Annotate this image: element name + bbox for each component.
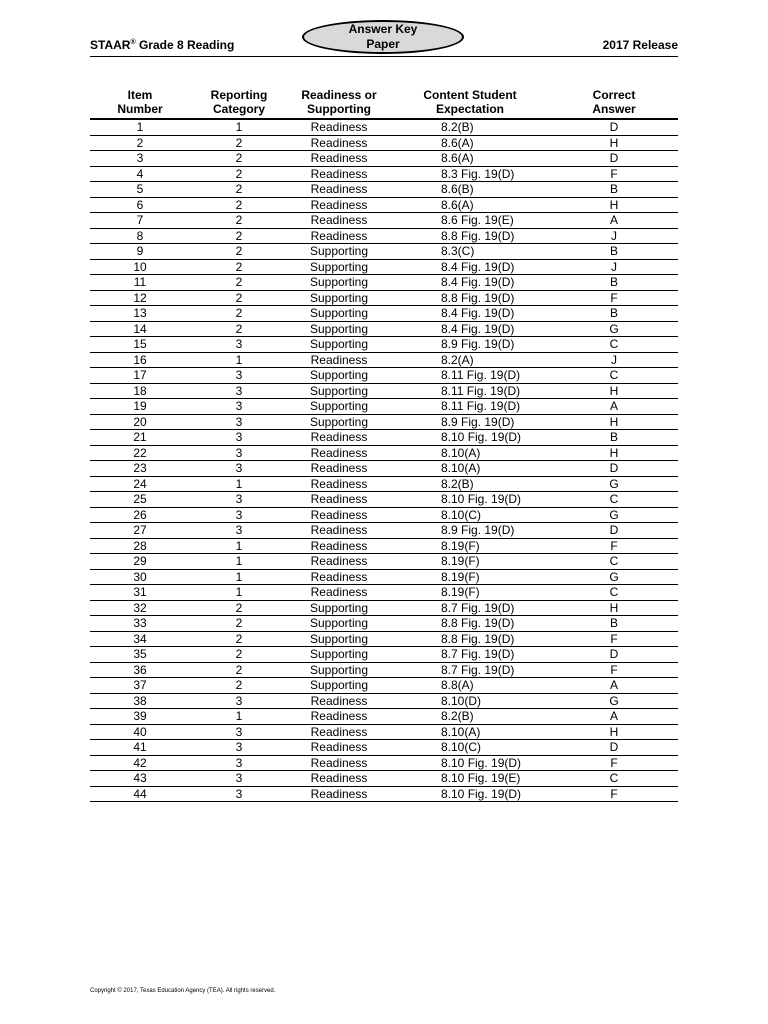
col-header-text: Reporting	[210, 88, 268, 102]
content-expectation-cell: 8.2(B)	[390, 119, 550, 135]
readiness-supporting-cell: Supporting	[288, 259, 390, 275]
item-number-cell: 34	[90, 631, 190, 647]
content-expectation-cell: 8.7 Fig. 19(D)	[390, 662, 550, 678]
table-row	[90, 275, 678, 291]
correct-answer-cell: J	[550, 228, 678, 244]
content-expectation-cell: 8.11 Fig. 19(D)	[390, 383, 550, 399]
correct-answer-cell: B	[550, 182, 678, 198]
reporting-category-cell: 3	[190, 368, 288, 384]
reporting-category-cell: 3	[190, 337, 288, 353]
readiness-supporting-cell: Readiness	[288, 492, 390, 508]
readiness-supporting-cell: Supporting	[288, 275, 390, 291]
item-number-cell: 2	[90, 135, 190, 151]
item-number-cell: 25	[90, 492, 190, 508]
reporting-category-cell: 3	[190, 771, 288, 787]
reporting-category-cell: 3	[190, 755, 288, 771]
correct-answer-cell: C	[550, 771, 678, 787]
reporting-category-cell: 3	[190, 430, 288, 446]
readiness-supporting-cell: Supporting	[288, 244, 390, 260]
item-number-cell: 28	[90, 538, 190, 554]
item-number-cell: 31	[90, 585, 190, 601]
content-expectation-cell: 8.19(F)	[390, 554, 550, 570]
readiness-supporting-cell: Readiness	[288, 461, 390, 477]
correct-answer-cell: D	[550, 740, 678, 756]
readiness-supporting-cell: Supporting	[288, 616, 390, 632]
reporting-category-cell: 3	[190, 492, 288, 508]
content-expectation-cell: 8.6(A)	[390, 151, 550, 167]
correct-answer-cell: F	[550, 786, 678, 802]
badge-line-1: Answer Key	[348, 22, 418, 36]
content-expectation-cell: 8.3(C)	[390, 244, 550, 260]
table-row	[90, 585, 678, 601]
correct-answer-cell: B	[550, 306, 678, 322]
item-number-cell: 15	[90, 337, 190, 353]
item-number-cell: 19	[90, 399, 190, 415]
readiness-supporting-cell: Supporting	[288, 321, 390, 337]
readiness-supporting-cell: Readiness	[288, 507, 390, 523]
table-row	[90, 197, 678, 213]
reporting-category-cell: 3	[190, 693, 288, 709]
readiness-supporting-cell: Readiness	[288, 538, 390, 554]
title-subject: Grade 8 Reading	[135, 38, 235, 52]
col-header-correct-answer	[550, 86, 678, 119]
table-row	[90, 755, 678, 771]
table-row	[90, 290, 678, 306]
correct-answer-cell: H	[550, 383, 678, 399]
table-row	[90, 166, 678, 182]
reporting-category-cell: 1	[190, 476, 288, 492]
table-row	[90, 352, 678, 368]
correct-answer-cell: F	[550, 166, 678, 182]
item-number-cell: 22	[90, 445, 190, 461]
table-row	[90, 213, 678, 229]
correct-answer-cell: G	[550, 321, 678, 337]
item-number-cell: 11	[90, 275, 190, 291]
correct-answer-cell: J	[550, 259, 678, 275]
table-row	[90, 492, 678, 508]
correct-answer-cell: A	[550, 678, 678, 694]
table-row	[90, 259, 678, 275]
readiness-supporting-cell: Readiness	[288, 786, 390, 802]
reporting-category-cell: 2	[190, 290, 288, 306]
table-row	[90, 538, 678, 554]
reporting-category-cell: 3	[190, 445, 288, 461]
table-row	[90, 182, 678, 198]
table-row	[90, 383, 678, 399]
content-expectation-cell: 8.8 Fig. 19(D)	[390, 616, 550, 632]
readiness-supporting-cell: Readiness	[288, 476, 390, 492]
correct-answer-cell: D	[550, 151, 678, 167]
content-expectation-cell: 8.4 Fig. 19(D)	[390, 259, 550, 275]
release-label: 2017 Release	[602, 38, 678, 52]
table-row	[90, 135, 678, 151]
table-header-row	[90, 86, 678, 119]
correct-answer-cell: C	[550, 337, 678, 353]
col-header-text: Readiness or	[301, 88, 377, 102]
reporting-category-cell: 2	[190, 662, 288, 678]
readiness-supporting-cell: Readiness	[288, 430, 390, 446]
correct-answer-cell: H	[550, 600, 678, 616]
content-expectation-cell: 8.2(A)	[390, 352, 550, 368]
correct-answer-cell: C	[550, 368, 678, 384]
correct-answer-cell: B	[550, 244, 678, 260]
correct-answer-cell: C	[550, 492, 678, 508]
content-expectation-cell: 8.11 Fig. 19(D)	[390, 399, 550, 415]
content-expectation-cell: 8.2(B)	[390, 476, 550, 492]
reporting-category-cell: 2	[190, 166, 288, 182]
table-row	[90, 771, 678, 787]
readiness-supporting-cell: Supporting	[288, 368, 390, 384]
item-number-cell: 29	[90, 554, 190, 570]
col-header-text: Correct	[592, 88, 636, 102]
item-number-cell: 17	[90, 368, 190, 384]
readiness-supporting-cell: Readiness	[288, 554, 390, 570]
table-row	[90, 337, 678, 353]
reporting-category-cell: 1	[190, 709, 288, 725]
readiness-supporting-cell: Supporting	[288, 337, 390, 353]
content-expectation-cell: 8.10(A)	[390, 445, 550, 461]
content-expectation-cell: 8.10(D)	[390, 693, 550, 709]
correct-answer-cell: G	[550, 476, 678, 492]
readiness-supporting-cell: Supporting	[288, 290, 390, 306]
correct-answer-cell: A	[550, 213, 678, 229]
correct-answer-cell: B	[550, 616, 678, 632]
item-number-cell: 33	[90, 616, 190, 632]
content-expectation-cell: 8.3 Fig. 19(D)	[390, 166, 550, 182]
readiness-supporting-cell: Readiness	[288, 755, 390, 771]
table-row	[90, 523, 678, 539]
item-number-cell: 4	[90, 166, 190, 182]
item-number-cell: 41	[90, 740, 190, 756]
readiness-supporting-cell: Readiness	[288, 585, 390, 601]
col-header-text: Content Student	[423, 88, 517, 102]
readiness-supporting-cell: Readiness	[288, 740, 390, 756]
correct-answer-cell: D	[550, 647, 678, 663]
reporting-category-cell: 1	[190, 585, 288, 601]
reporting-category-cell: 3	[190, 383, 288, 399]
table-row	[90, 724, 678, 740]
item-number-cell: 8	[90, 228, 190, 244]
table-row	[90, 461, 678, 477]
correct-answer-cell: F	[550, 538, 678, 554]
readiness-supporting-cell: Readiness	[288, 352, 390, 368]
correct-answer-cell: C	[550, 585, 678, 601]
page-header	[90, 22, 678, 57]
col-header-text: Category	[212, 102, 265, 116]
reporting-category-cell: 2	[190, 631, 288, 647]
item-number-cell: 10	[90, 259, 190, 275]
reporting-category-cell: 2	[190, 228, 288, 244]
table-row	[90, 554, 678, 570]
reporting-category-cell: 2	[190, 135, 288, 151]
col-header-text: Answer	[592, 102, 636, 116]
table-row	[90, 430, 678, 446]
content-expectation-cell: 8.9 Fig. 19(D)	[390, 523, 550, 539]
content-expectation-cell: 8.10 Fig. 19(E)	[390, 771, 550, 787]
table-row	[90, 399, 678, 415]
item-number-cell: 6	[90, 197, 190, 213]
content-expectation-cell: 8.9 Fig. 19(D)	[390, 337, 550, 353]
copyright-notice: Copyright © 2017, Texas Education Agency (TEA). All rights reserved.	[90, 988, 276, 994]
item-number-cell: 35	[90, 647, 190, 663]
correct-answer-cell: H	[550, 414, 678, 430]
content-expectation-cell: 8.8 Fig. 19(D)	[390, 290, 550, 306]
table-row	[90, 569, 678, 585]
readiness-supporting-cell: Supporting	[288, 306, 390, 322]
correct-answer-cell: F	[550, 755, 678, 771]
table-row	[90, 678, 678, 694]
col-header-readiness-supporting	[288, 86, 390, 119]
reporting-category-cell: 3	[190, 724, 288, 740]
item-number-cell: 16	[90, 352, 190, 368]
badge-line-2: Paper	[366, 37, 400, 51]
correct-answer-cell: B	[550, 430, 678, 446]
reporting-category-cell: 2	[190, 244, 288, 260]
table-row	[90, 414, 678, 430]
reporting-category-cell: 2	[190, 647, 288, 663]
table-row	[90, 709, 678, 725]
readiness-supporting-cell: Readiness	[288, 197, 390, 213]
content-expectation-cell: 8.8(A)	[390, 678, 550, 694]
table-row	[90, 662, 678, 678]
correct-answer-cell: G	[550, 569, 678, 585]
reporting-category-cell: 3	[190, 461, 288, 477]
content-expectation-cell: 8.4 Fig. 19(D)	[390, 275, 550, 291]
reporting-category-cell: 2	[190, 213, 288, 229]
correct-answer-cell: D	[550, 119, 678, 135]
item-number-cell: 23	[90, 461, 190, 477]
table-row	[90, 445, 678, 461]
readiness-supporting-cell: Readiness	[288, 228, 390, 244]
content-expectation-cell: 8.4 Fig. 19(D)	[390, 306, 550, 322]
col-header-text: Item	[127, 88, 153, 102]
content-expectation-cell: 8.10 Fig. 19(D)	[390, 492, 550, 508]
readiness-supporting-cell: Supporting	[288, 399, 390, 415]
col-header-text: Expectation	[435, 102, 504, 116]
readiness-supporting-cell: Readiness	[288, 724, 390, 740]
content-expectation-cell: 8.9 Fig. 19(D)	[390, 414, 550, 430]
item-number-cell: 12	[90, 290, 190, 306]
content-expectation-cell: 8.6(B)	[390, 182, 550, 198]
reporting-category-cell: 3	[190, 523, 288, 539]
table-row	[90, 600, 678, 616]
readiness-supporting-cell: Supporting	[288, 662, 390, 678]
correct-answer-cell: H	[550, 135, 678, 151]
table-row	[90, 631, 678, 647]
item-number-cell: 26	[90, 507, 190, 523]
item-number-cell: 20	[90, 414, 190, 430]
item-number-cell: 44	[90, 786, 190, 802]
content-expectation-cell: 8.19(F)	[390, 585, 550, 601]
content-expectation-cell: 8.10(C)	[390, 740, 550, 756]
readiness-supporting-cell: Readiness	[288, 151, 390, 167]
reporting-category-cell: 1	[190, 119, 288, 135]
readiness-supporting-cell: Readiness	[288, 166, 390, 182]
content-expectation-cell: 8.6(A)	[390, 197, 550, 213]
correct-answer-cell: F	[550, 631, 678, 647]
correct-answer-cell: H	[550, 197, 678, 213]
correct-answer-cell: F	[550, 662, 678, 678]
content-expectation-cell: 8.10 Fig. 19(D)	[390, 786, 550, 802]
readiness-supporting-cell: Readiness	[288, 182, 390, 198]
correct-answer-cell: B	[550, 275, 678, 291]
reporting-category-cell: 2	[190, 275, 288, 291]
item-number-cell: 40	[90, 724, 190, 740]
readiness-supporting-cell: Readiness	[288, 693, 390, 709]
col-header-content-expectation	[390, 86, 550, 119]
correct-answer-cell: H	[550, 445, 678, 461]
item-number-cell: 32	[90, 600, 190, 616]
correct-answer-cell: A	[550, 399, 678, 415]
table-row	[90, 786, 678, 802]
reporting-category-cell: 2	[190, 321, 288, 337]
item-number-cell: 42	[90, 755, 190, 771]
reporting-category-cell: 2	[190, 306, 288, 322]
item-number-cell: 1	[90, 119, 190, 135]
readiness-supporting-cell: Supporting	[288, 600, 390, 616]
readiness-supporting-cell: Supporting	[288, 678, 390, 694]
readiness-supporting-cell: Readiness	[288, 135, 390, 151]
reporting-category-cell: 1	[190, 554, 288, 570]
correct-answer-cell: G	[550, 693, 678, 709]
reporting-category-cell: 3	[190, 399, 288, 415]
reporting-category-cell: 2	[190, 197, 288, 213]
content-expectation-cell: 8.8 Fig. 19(D)	[390, 631, 550, 647]
table-row	[90, 368, 678, 384]
item-number-cell: 27	[90, 523, 190, 539]
item-number-cell: 3	[90, 151, 190, 167]
content-expectation-cell: 8.7 Fig. 19(D)	[390, 600, 550, 616]
table-row	[90, 151, 678, 167]
registered-mark: ®	[130, 39, 136, 46]
correct-answer-cell: J	[550, 352, 678, 368]
content-expectation-cell: 8.10(A)	[390, 724, 550, 740]
readiness-supporting-cell: Supporting	[288, 414, 390, 430]
content-expectation-cell: 8.4 Fig. 19(D)	[390, 321, 550, 337]
correct-answer-cell: G	[550, 507, 678, 523]
reporting-category-cell: 2	[190, 259, 288, 275]
correct-answer-cell: F	[550, 290, 678, 306]
content-expectation-cell: 8.10(A)	[390, 461, 550, 477]
readiness-supporting-cell: Supporting	[288, 383, 390, 399]
reporting-category-cell: 2	[190, 182, 288, 198]
content-expectation-cell: 8.8 Fig. 19(D)	[390, 228, 550, 244]
table-row	[90, 476, 678, 492]
table-row	[90, 693, 678, 709]
col-header-text: Supporting	[307, 102, 371, 116]
answer-key-badge	[302, 20, 464, 54]
item-number-cell: 5	[90, 182, 190, 198]
correct-answer-cell: D	[550, 523, 678, 539]
content-expectation-cell: 8.19(F)	[390, 569, 550, 585]
readiness-supporting-cell: Readiness	[288, 523, 390, 539]
reporting-category-cell: 1	[190, 352, 288, 368]
item-number-cell: 39	[90, 709, 190, 725]
readiness-supporting-cell: Readiness	[288, 119, 390, 135]
item-number-cell: 13	[90, 306, 190, 322]
table-row	[90, 321, 678, 337]
document-title	[90, 38, 234, 52]
item-number-cell: 24	[90, 476, 190, 492]
readiness-supporting-cell: Supporting	[288, 647, 390, 663]
item-number-cell: 38	[90, 693, 190, 709]
table-row	[90, 244, 678, 260]
content-expectation-cell: 8.6(A)	[390, 135, 550, 151]
reporting-category-cell: 3	[190, 507, 288, 523]
table-body	[90, 119, 678, 802]
content-expectation-cell: 8.10(C)	[390, 507, 550, 523]
reporting-category-cell: 3	[190, 414, 288, 430]
table-row	[90, 647, 678, 663]
reporting-category-cell: 1	[190, 569, 288, 585]
reporting-category-cell: 2	[190, 151, 288, 167]
content-expectation-cell: 8.11 Fig. 19(D)	[390, 368, 550, 384]
reporting-category-cell: 2	[190, 616, 288, 632]
table-row	[90, 228, 678, 244]
content-expectation-cell: 8.10 Fig. 19(D)	[390, 755, 550, 771]
reporting-category-cell: 3	[190, 786, 288, 802]
table-row	[90, 119, 678, 135]
correct-answer-cell: H	[550, 724, 678, 740]
title-brand: STAAR	[90, 38, 131, 52]
col-header-item-number	[90, 86, 190, 119]
content-expectation-cell: 8.10 Fig. 19(D)	[390, 430, 550, 446]
readiness-supporting-cell: Readiness	[288, 213, 390, 229]
item-number-cell: 18	[90, 383, 190, 399]
item-number-cell: 9	[90, 244, 190, 260]
readiness-supporting-cell: Readiness	[288, 771, 390, 787]
correct-answer-cell: D	[550, 461, 678, 477]
item-number-cell: 21	[90, 430, 190, 446]
table-row	[90, 740, 678, 756]
col-header-text: Number	[117, 102, 163, 116]
correct-answer-cell: A	[550, 709, 678, 725]
readiness-supporting-cell: Supporting	[288, 631, 390, 647]
table-row	[90, 507, 678, 523]
content-expectation-cell: 8.7 Fig. 19(D)	[390, 647, 550, 663]
item-number-cell: 30	[90, 569, 190, 585]
col-header-reporting-category	[190, 86, 288, 119]
reporting-category-cell: 3	[190, 740, 288, 756]
item-number-cell: 7	[90, 213, 190, 229]
reporting-category-cell: 1	[190, 538, 288, 554]
item-number-cell: 14	[90, 321, 190, 337]
item-number-cell: 36	[90, 662, 190, 678]
readiness-supporting-cell: Readiness	[288, 709, 390, 725]
answer-key-table	[90, 86, 678, 802]
reporting-category-cell: 2	[190, 678, 288, 694]
content-expectation-cell: 8.2(B)	[390, 709, 550, 725]
content-expectation-cell: 8.6 Fig. 19(E)	[390, 213, 550, 229]
content-expectation-cell: 8.19(F)	[390, 538, 550, 554]
item-number-cell: 43	[90, 771, 190, 787]
item-number-cell: 37	[90, 678, 190, 694]
correct-answer-cell: C	[550, 554, 678, 570]
reporting-category-cell: 2	[190, 600, 288, 616]
readiness-supporting-cell: Readiness	[288, 445, 390, 461]
table-row	[90, 306, 678, 322]
readiness-supporting-cell: Readiness	[288, 569, 390, 585]
table-row	[90, 616, 678, 632]
